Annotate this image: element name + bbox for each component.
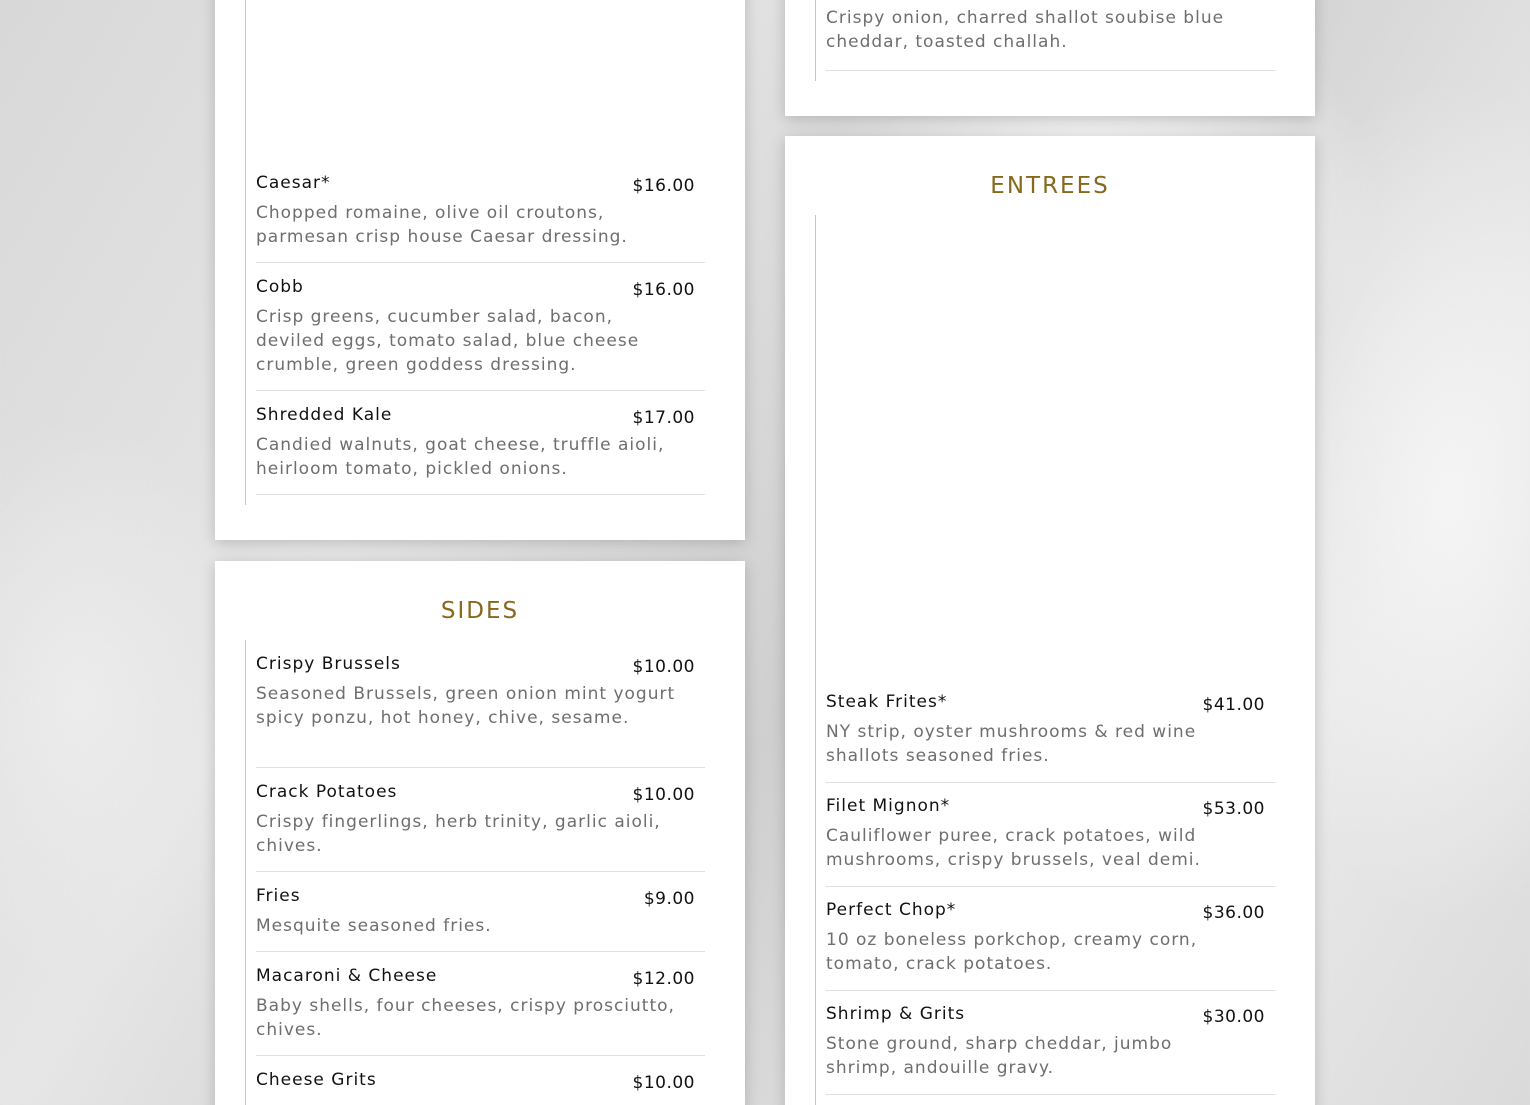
menu-item-caesar — [256, 173, 705, 263]
menu-item-perfect-chop — [826, 900, 1275, 991]
menu-item-cobb — [256, 277, 705, 391]
menu-item-crispy-brussels — [256, 654, 705, 768]
item-name: Macaroni & Cheese — [256, 966, 438, 986]
item-price: $30.00 — [1202, 1007, 1265, 1027]
item-price: $36.00 — [1202, 903, 1265, 923]
item-name: Crack Potatoes — [256, 782, 398, 802]
item-price: $53.00 — [1202, 799, 1265, 819]
menu-item-filet-mignon — [826, 796, 1275, 887]
item-price: $41.00 — [1202, 695, 1265, 715]
item-description: Stone ground, sharp cheddar, jumbo shrimp, andouille gravy. — [826, 1034, 1173, 1078]
item-name: Perfect Chop* — [826, 900, 957, 920]
entrees-gold-rule — [815, 215, 816, 1105]
section-title-sides: SIDES — [440, 598, 520, 624]
item-name: Cobb — [256, 277, 304, 297]
sides-card — [215, 561, 745, 1105]
salads-card — [215, 0, 745, 540]
menu-item-steak-frites — [826, 692, 1275, 783]
item-name: Caesar* — [256, 173, 331, 193]
item-price: $16.00 — [632, 176, 695, 196]
item-name: Crispy Brussels — [256, 654, 401, 674]
item-price: $17.00 — [632, 408, 695, 428]
item-description: Mesquite seasoned fries. — [256, 916, 492, 936]
item-description: Candied walnuts, goat cheese, truffle aioli, heirloom tomato, pickled onions. — [256, 435, 665, 479]
menu-item-fries — [256, 886, 705, 952]
salads-gold-rule — [245, 0, 246, 505]
menu-item-shredded-kale — [256, 405, 705, 495]
menu-item-shrimp-grits — [826, 1004, 1275, 1095]
item-name: Cheese Grits — [256, 1070, 377, 1090]
item-price: $12.00 — [632, 969, 695, 989]
item-name: Shrimp & Grits — [826, 1004, 966, 1024]
item-description: NY strip, oyster mushrooms & red wine shallots seasoned fries. — [826, 722, 1197, 766]
menu-item-macaroni-cheese — [256, 966, 705, 1056]
item-description: Chopped romaine, olive oil croutons, parmesan crisp house Caesar dressing. — [256, 203, 628, 247]
menu-item-cheese-grits — [256, 1070, 705, 1105]
item-name: Fries — [256, 886, 301, 906]
item-price: $9.00 — [643, 889, 695, 909]
item-description: Cauliflower puree, crack potatoes, wild mushrooms, crispy brussels, veal demi. — [826, 826, 1201, 870]
item-price: $10.00 — [632, 657, 695, 677]
item-name: Shredded Kale — [256, 405, 393, 425]
item-description: Crispy onion, charred shallot soubise blue cheddar, toasted challah. — [826, 8, 1225, 52]
menu-item-crack-potatoes — [256, 782, 705, 872]
burgers-card — [785, 0, 1315, 116]
sides-gold-rule — [245, 640, 246, 1105]
item-description: Crisp greens, cucumber salad, bacon, deviled eggs, tomato salad, blue cheese crumble, green goddess dressing. — [256, 307, 640, 375]
item-description: Crispy fingerlings, herb trinity, garlic aioli, chives. — [256, 812, 661, 856]
menu-item-burger — [826, 0, 1275, 71]
burgers-gold-rule — [815, 0, 816, 81]
item-price: $10.00 — [632, 1073, 695, 1093]
item-name: Filet Mignon* — [826, 796, 951, 816]
entrees-card — [785, 136, 1315, 1105]
section-title-entrees: ENTREES — [990, 173, 1110, 199]
item-price: $10.00 — [632, 785, 695, 805]
item-description: Seasoned Brussels, green onion mint yogurt spicy ponzu, hot honey, chive, sesame. — [256, 684, 676, 728]
item-description: 10 oz boneless porkchop, creamy corn, tomato, crack potatoes. — [826, 930, 1198, 974]
item-description: Baby shells, four cheeses, crispy prosciutto, chives. — [256, 996, 675, 1040]
item-price: $16.00 — [632, 280, 695, 300]
item-name: Steak Frites* — [826, 692, 948, 712]
